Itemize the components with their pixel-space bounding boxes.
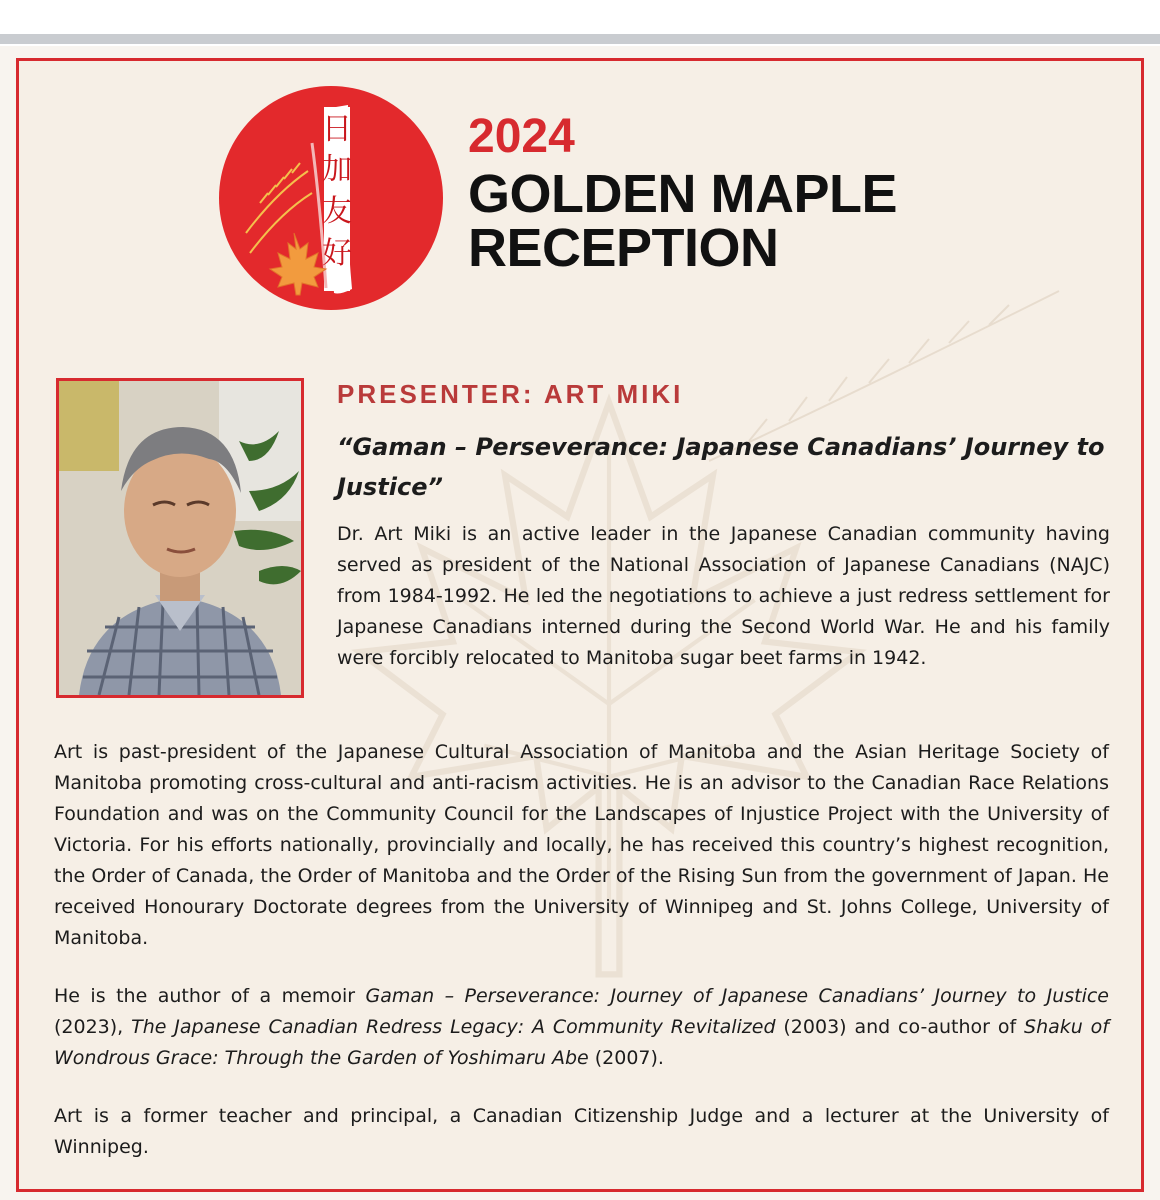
- bio-p3-text-3: (2003) and co-author of: [775, 1016, 1025, 1038]
- bio-p3-text-4: (2007).: [588, 1047, 664, 1069]
- event-year: 2024: [468, 110, 575, 163]
- book-title-2: The Japanese Canadian Redress Legacy: A Community Revitalized: [131, 1016, 776, 1038]
- bio-paragraph-1: Dr. Art Miki is an active leader in the Japanese Canadian community having served as president of the National Association of Japanese Canadians (NAJC) from 1984-1992. He led the negotiations to achieve a just redress settlement for Japanese Canadians interned during the Second World War. He and his family were forcibly relocated to Manitoba sugar beet farms in 1942.: [337, 523, 1110, 669]
- logo-kanji-2: 加: [322, 152, 352, 187]
- bio-paragraph-2: Art is past-president of the Japanese Cultural Association of Manitoba and the Asian Heritage Society of Manitoba promoting cross-cultural and anti-racism activities. He is an advisor to the Canadian Race Relations Foundation and was on the Community Council for the Landscapes of Injustice Project with the University of Victoria. For his efforts nationally, provincially and locally, he has received this country’s highest recognition, the Order of Canada, the Order of Manitoba and the Order of the Rising Sun from the government of Japan. He received Honourary Doctorate degrees from the University of Winnipeg and St. Johns College, University of Manitoba.: [54, 741, 1109, 949]
- event-title: [468, 164, 898, 278]
- bio-p3-text-2: (2023),: [54, 1016, 132, 1038]
- logo-kanji-1: 日: [322, 112, 352, 147]
- talk-title: “Gaman – Perseverance: Japanese Canadians’ Journey to Justice”: [337, 433, 1105, 501]
- logo-kanji-4: 好: [322, 236, 352, 271]
- event-title-line1: GOLDEN MAPLE: [468, 164, 898, 224]
- bio-paragraph-4: Art is a former teacher and principal, a Canadian Citizenship Judge and a lecturer at the University of Winnipeg.: [54, 1105, 1109, 1158]
- presenter-heading: PRESENTER: ART MIKI: [337, 379, 684, 409]
- event-title-line2: RECEPTION: [468, 218, 779, 278]
- top-divider: [0, 34, 1160, 44]
- bio-paragraph-3: [54, 981, 1109, 1074]
- book-title-3: Shaku of Wondrous Grace: Through the Garden of Yoshimaru Abe: [54, 1016, 1109, 1069]
- flyer-frame: [16, 58, 1144, 1192]
- golden-maple-logo: [216, 83, 446, 313]
- presenter-photo: [56, 378, 304, 698]
- logo-kanji-3: 友: [322, 194, 352, 229]
- bio-p3-text-1: He is the author of a memoir: [54, 985, 366, 1007]
- book-title-1: Gaman – Perseverance: Journey of Japanese Canadians’ Journey to Justice: [365, 985, 1109, 1007]
